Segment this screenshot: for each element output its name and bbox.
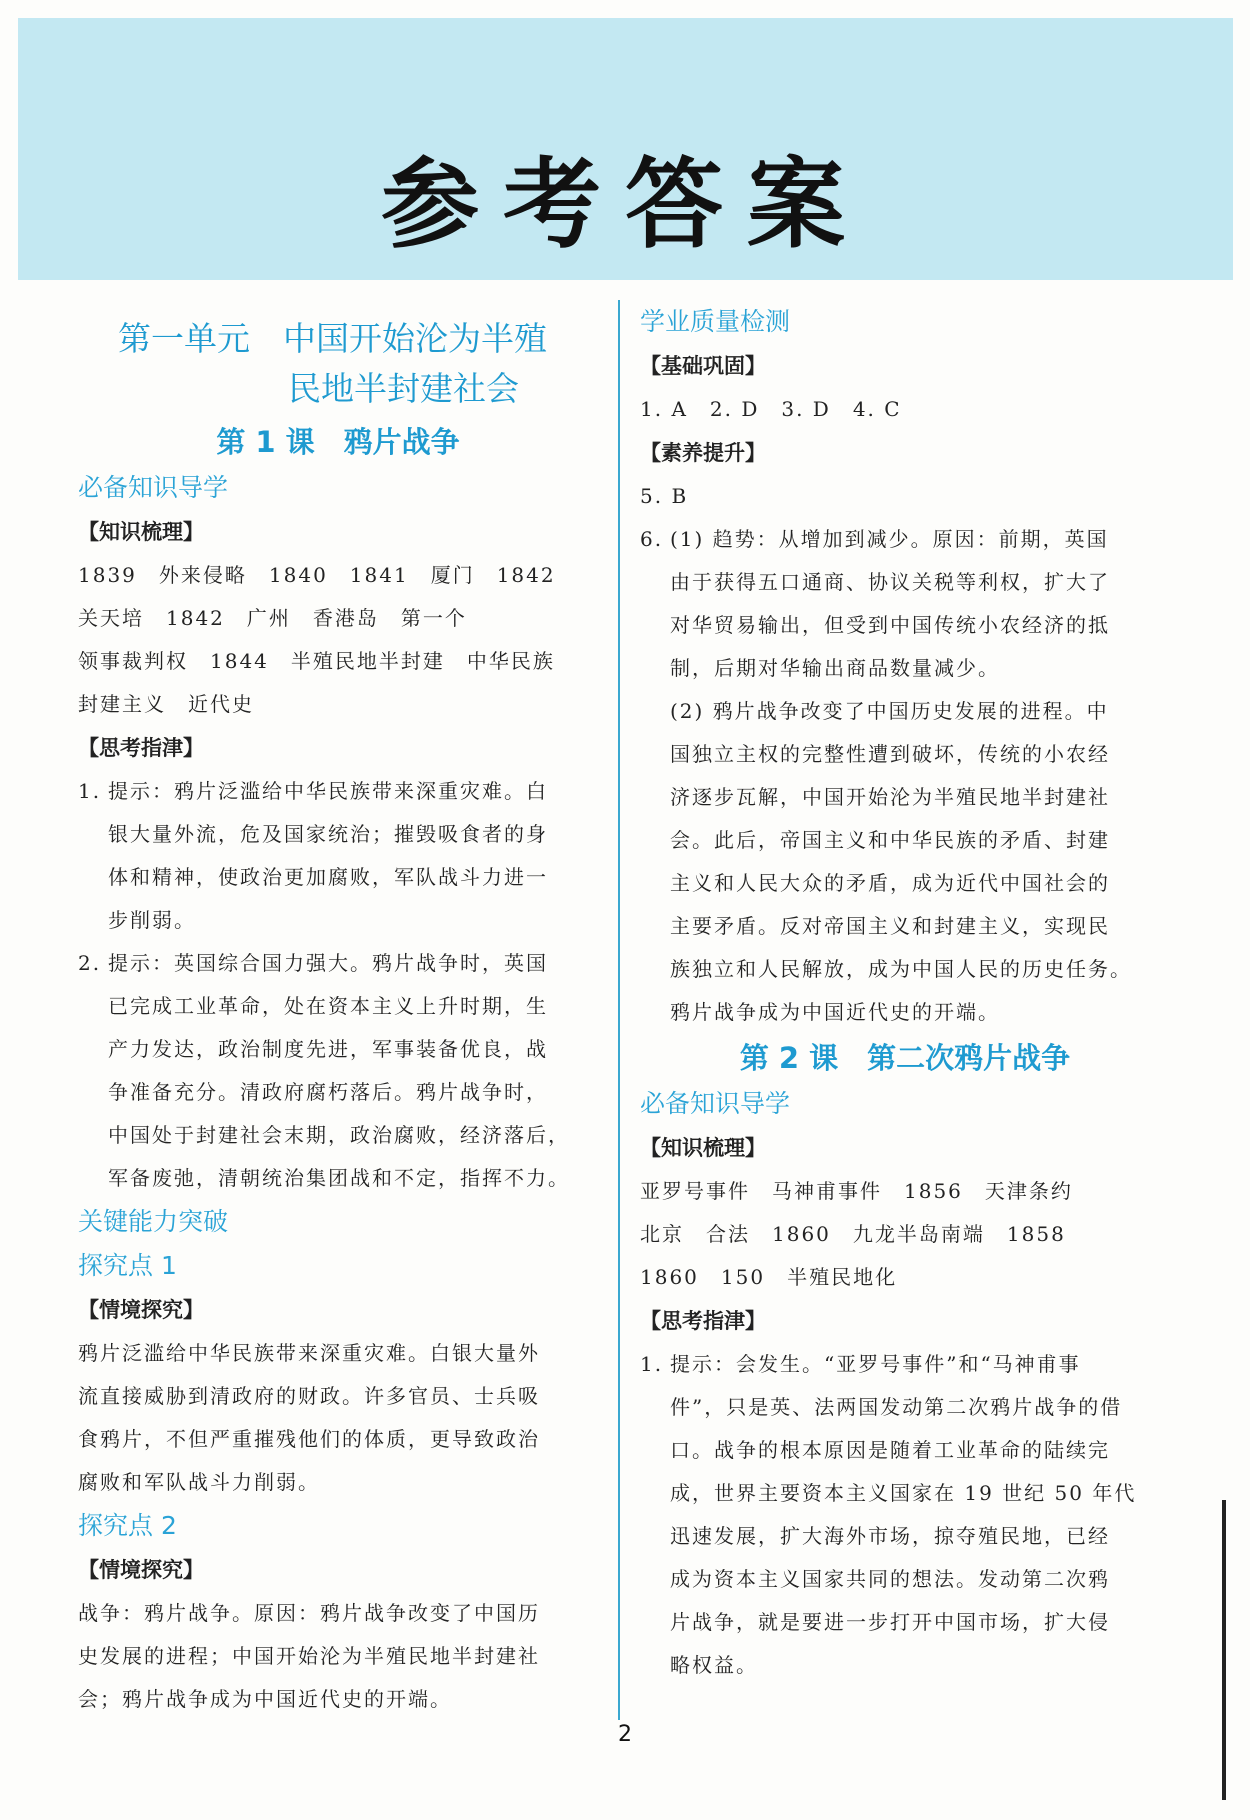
knowledge-line: 1839 外来侵略 1840 1841 厦门 1842 [78, 563, 556, 587]
sub-thinking: 【思考指津】 [78, 736, 204, 760]
text-line: 中国处于封建社会末期，政治腐败，经济落后， [108, 1123, 570, 1147]
unit-title: 第一单元 中国开始沦为半殖 民地半封建社会 [118, 319, 547, 408]
text-line: 主要矛盾。反对帝国主义和封建主义，实现民 [670, 914, 1110, 938]
text-line: 鸦片战争成为中国近代史的开端。 [670, 1000, 1000, 1024]
text-line: 制，后期对华输出商品数量减少。 [670, 656, 1000, 680]
text-line: 件”，只是英、法两国发动第二次鸦片战争的借 [670, 1395, 1123, 1419]
text-line: 略权益。 [670, 1653, 758, 1677]
text-line: 产力发达，政治制度先进，军事装备优良，战 [108, 1037, 548, 1061]
text-line: 流直接威胁到清政府的财政。许多官员、士兵吸 [78, 1384, 540, 1408]
text-line: 对华贸易输出，但受到中国传统小农经济的抵 [670, 613, 1110, 637]
sub-scenario-1: 【情境探究】 [78, 1298, 204, 1322]
text-line: 已完成工业革命，处在资本主义上升时期，生 [108, 994, 548, 1018]
text-line: 争准备充分。清政府腐朽落后。鸦片战争时， [108, 1080, 548, 1104]
knowledge-line: 1860 150 半殖民地化 [640, 1265, 898, 1289]
text-line: 会。此后，帝国主义和中华民族的矛盾、封建 [670, 828, 1110, 852]
text-line: 银大量外流，危及国家统治；摧毁吸食者的身 [108, 822, 548, 846]
knowledge-line: 领事裁判权 1844 半殖民地半封建 中华民族 [78, 649, 555, 673]
text-line: 由于获得五口通商、协议关税等利权，扩大了 [670, 570, 1110, 594]
section-knowledge-2: 必备知识导学 [640, 1089, 791, 1118]
knowledge-line: 关天培 1842 广州 香港岛 第一个 [78, 606, 467, 630]
sub-scenario-2: 【情境探究】 [78, 1558, 204, 1582]
text-line: 鸦片泛滥给中华民族带来深重灾难。白银大量外 [78, 1341, 540, 1365]
text-line: 军备废弛，清朝统治集团战和不定，指挥不力。 [108, 1166, 570, 1190]
text-line: (2) 鸦片战争改变了中国历史发展的进程。中 [670, 699, 1109, 723]
sub-knowledge-review: 【知识梳理】 [78, 520, 204, 544]
text-line: 步削弱。 [108, 908, 196, 932]
left-column [78, 300, 598, 1721]
text-line: 体和精神，使政治更加腐败，军队战斗力进一 [108, 865, 548, 889]
thinking2-item-1: 1. 提示：会发生。“亚罗号事件”和“马神甫事 [640, 1352, 1081, 1376]
sub-literacy: 【素养提升】 [640, 441, 766, 465]
text-line: 济逐步瓦解，中国开始沦为半殖民地半封建社 [670, 785, 1110, 809]
sub-knowledge-review-2: 【知识梳理】 [640, 1136, 766, 1160]
page-number: 2 [618, 1722, 632, 1747]
text-line: 迅速发展，扩大海外市场，掠夺殖民地，已经 [670, 1524, 1110, 1548]
question-6: 6. (1) 趋势：从增加到减少。原因：前期，英国 [640, 527, 1109, 551]
knowledge-line: 北京 合法 1860 九龙半岛南端 1858 [640, 1222, 1066, 1246]
page-title: 参考答案 [380, 148, 869, 262]
thinking-item-2: 2. 提示：英国综合国力强大。鸦片战争时，英国 [78, 951, 548, 975]
text-line: 主义和人民大众的矛盾，成为近代中国社会的 [670, 871, 1110, 895]
text-line: 史发展的进程；中国开始沦为半殖民地半封建社 [78, 1644, 540, 1668]
text-line: 成，世界主要资本主义国家在 19 世纪 50 年代 [670, 1481, 1137, 1505]
lesson-1-title: 第 1 课 鸦片战争 [216, 425, 460, 459]
text-line: 会；鸦片战争成为中国近代史的开端。 [78, 1687, 452, 1711]
text-line: 腐败和军队战斗力削弱。 [78, 1470, 320, 1494]
section-knowledge: 必备知识导学 [78, 473, 229, 502]
sub-basic: 【基础巩固】 [640, 354, 766, 378]
page-edge-shadow [1222, 1500, 1226, 1800]
text-line: 族独立和人民解放，成为中国人民的历史任务。 [670, 957, 1132, 981]
text-line: 成为资本主义国家共同的想法。发动第二次鸦 [670, 1567, 1110, 1591]
text-line: 国独立主权的完整性遭到破坏，传统的小农经 [670, 742, 1110, 766]
right-column [640, 300, 1170, 1687]
text-line: 食鸦片，不但严重摧残他们的体质，更导致政治 [78, 1427, 540, 1451]
text-line: 战争：鸦片战争。原因：鸦片战争改变了中国历 [78, 1601, 540, 1625]
inquiry-point-2: 探究点 2 [78, 1511, 177, 1540]
knowledge-line: 亚罗号事件 马神甫事件 1856 天津条约 [640, 1179, 1073, 1203]
text-line: 片战争，就是要进一步打开中国市场，扩大侵 [670, 1610, 1110, 1634]
inquiry-point-1: 探究点 1 [78, 1251, 177, 1280]
thinking-item-1: 1. 提示：鸦片泛滥给中华民族带来深重灾难。白 [78, 779, 548, 803]
knowledge-line: 封建主义 近代史 [78, 692, 254, 716]
literacy-answer-5: 5. B [640, 484, 689, 508]
sub-thinking-2: 【思考指津】 [640, 1309, 766, 1333]
column-divider [618, 300, 620, 1720]
section-ability: 关键能力突破 [78, 1207, 229, 1236]
basic-answers: 1. A 2. D 3. D 4. C [640, 397, 902, 421]
text-line: 口。战争的根本原因是随着工业革命的陆续完 [670, 1438, 1110, 1462]
section-quality: 学业质量检测 [640, 307, 791, 336]
lesson-2-title: 第 2 课 第二次鸦片战争 [739, 1041, 1071, 1075]
